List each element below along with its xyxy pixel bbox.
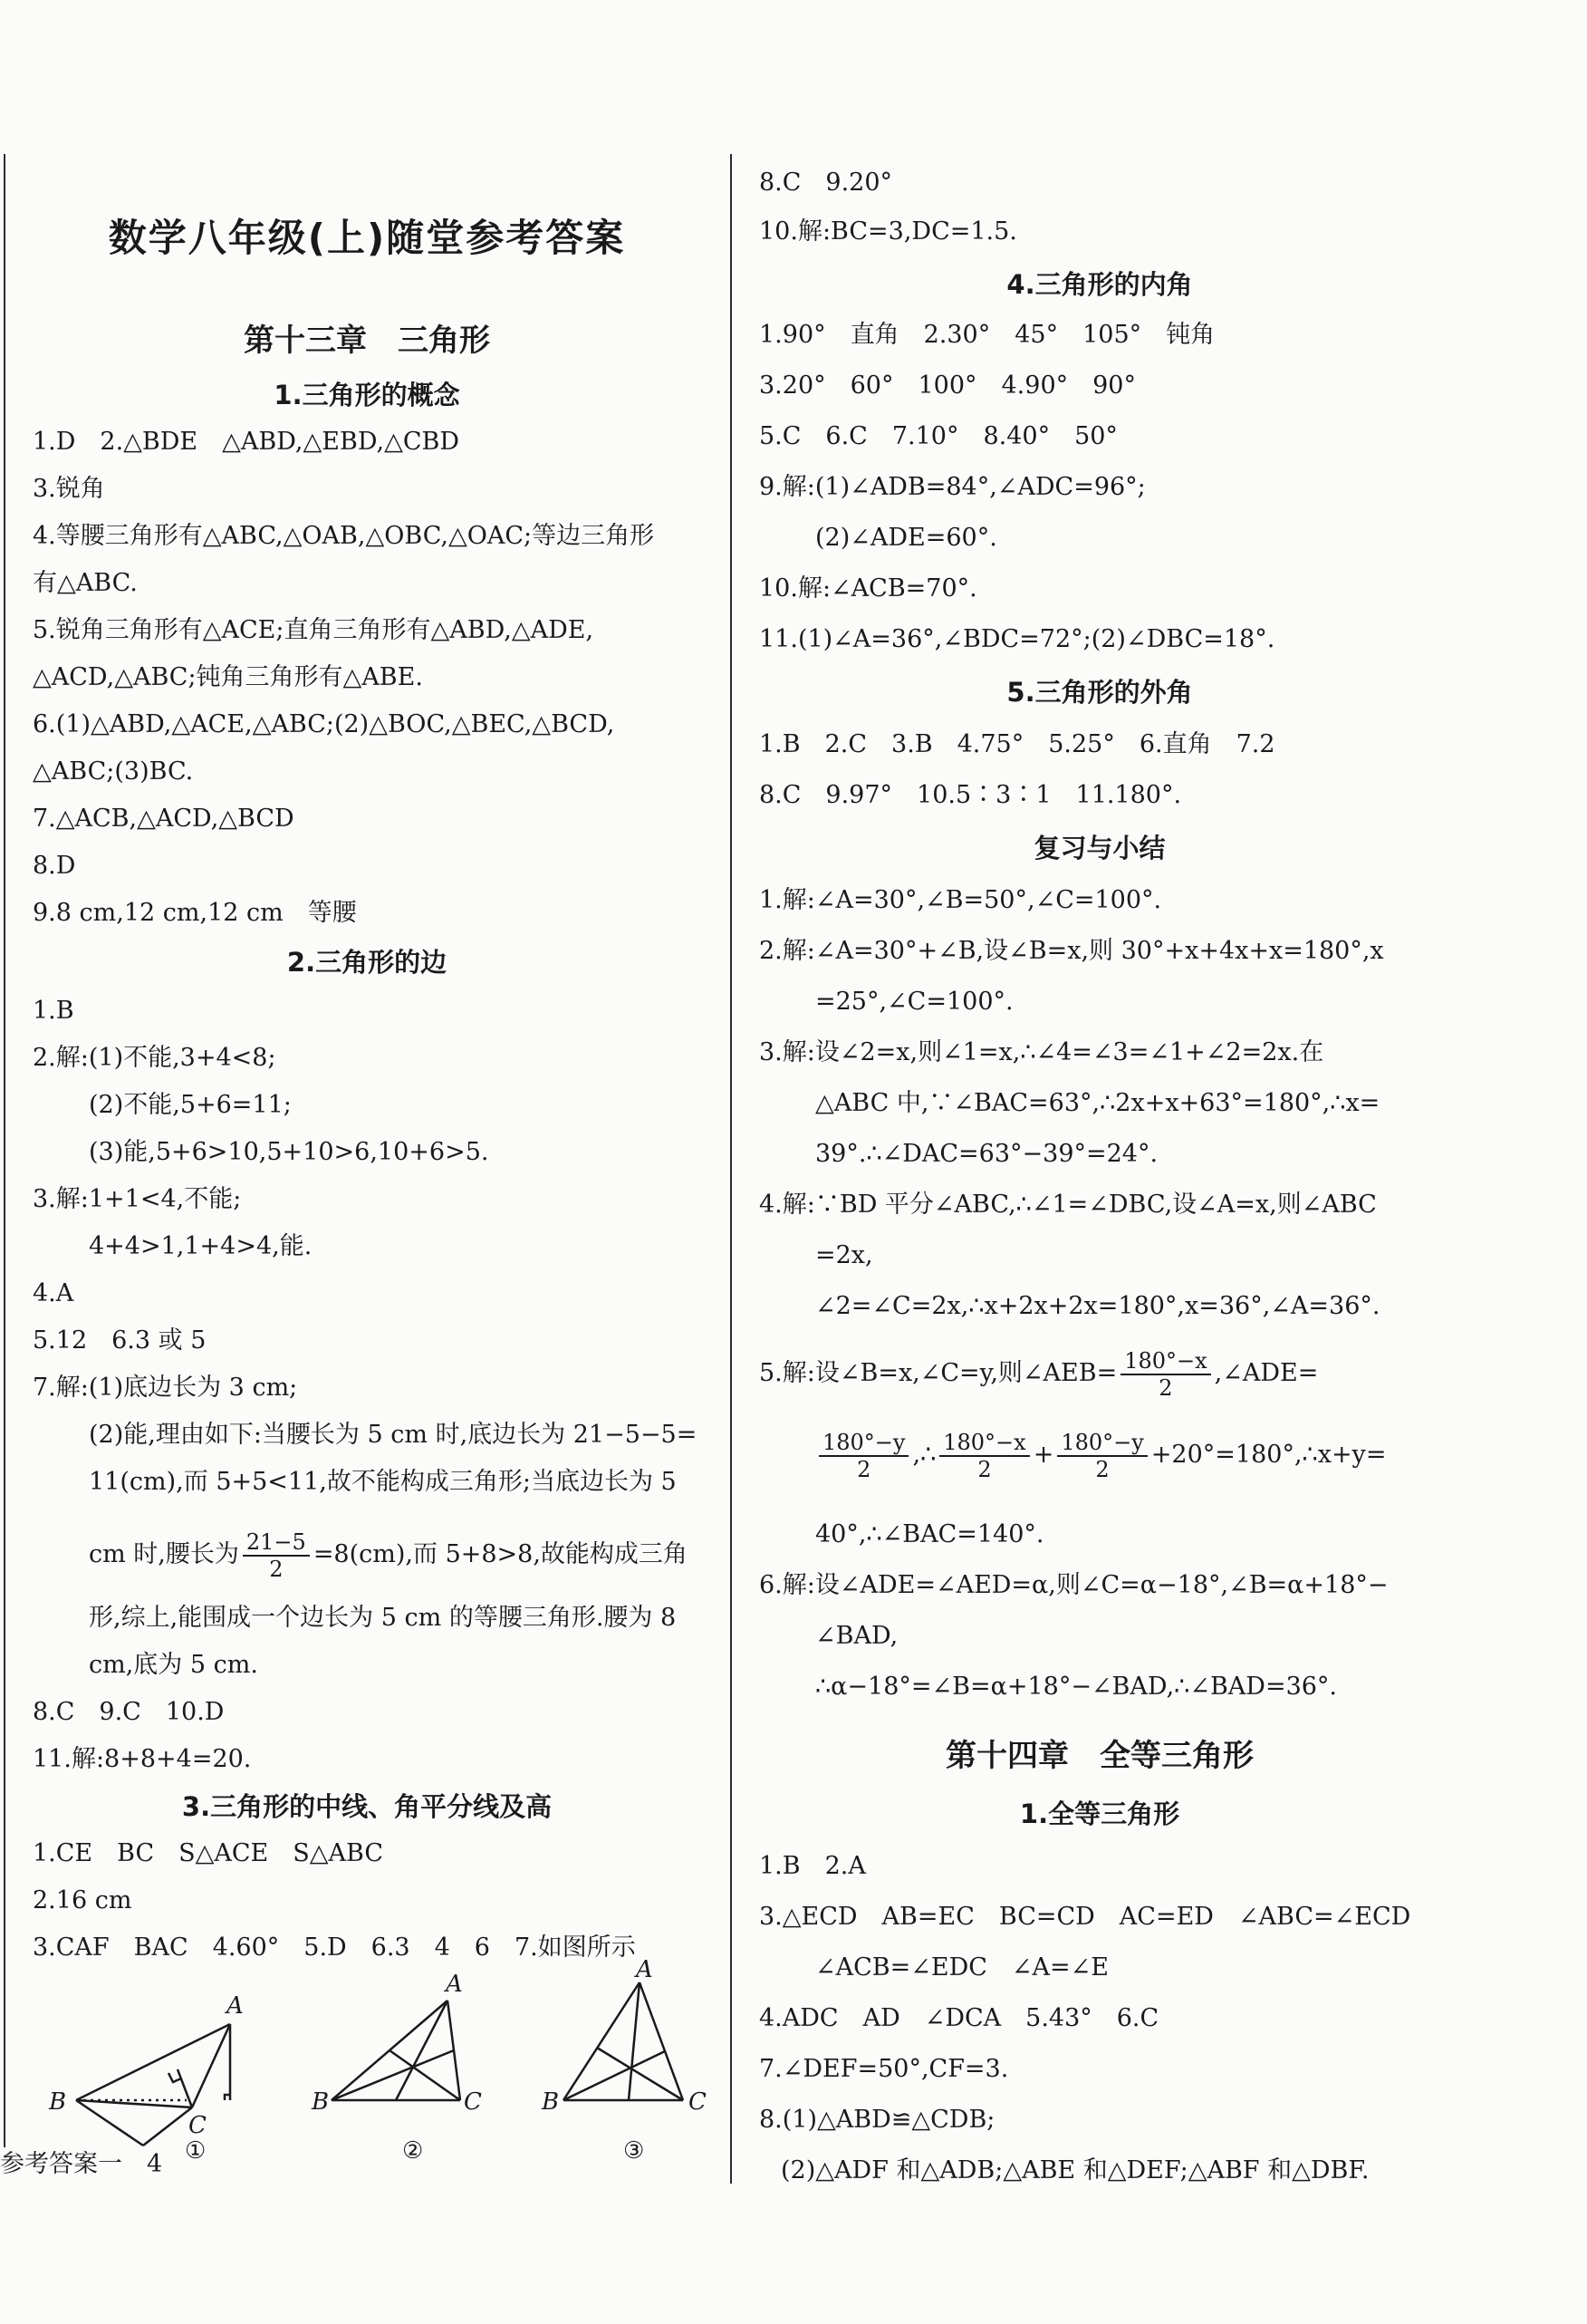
answer-line: cm,底为 5 cm. xyxy=(89,1651,258,1679)
answer-line: ∠ACB=∠EDC ∠A=∠E xyxy=(815,1953,1109,1982)
fraction: $\frac{180^\circ-y}{2}$ xyxy=(1057,1430,1147,1482)
answer-line: 11.解:8+8+4=20. xyxy=(33,1745,252,1773)
answer-line: 1.D 2.△BDE △ABD,△EBD,△CBD xyxy=(33,428,459,456)
answer-line-with-fraction: 5.解:设∠B=x,∠C=y,则∠AEB= $\frac{180^\circ-x}{2}$ ,∠ADE= xyxy=(759,1347,1319,1401)
answer-line: 8.C 9.97° 10.5∶3∶1 11.180°. xyxy=(759,781,1182,809)
section-4-heading: 4.三角形的内角 xyxy=(1006,269,1193,300)
answer-line: 5.锐角三角形有△ACE;直角三角形有△ABD,△ADE, xyxy=(33,616,594,644)
answer-line-with-fraction: $\frac{180^\circ-y}{2}$ ,∴ $\frac{180^\circ-x}{2}$ + $\frac{180^\circ-y}{2}$ +20°=180°,∴x+y= xyxy=(815,1426,1386,1484)
answer-line: △ABC 中,∵∠BAC=63°,∴2x+x+63°=180°,∴x= xyxy=(815,1089,1380,1117)
answer-line: 7.解:(1)底边长为 3 cm; xyxy=(33,1374,298,1402)
answer-line: 40°,∴∠BAC=140°. xyxy=(815,1520,1044,1548)
answer-line: 8.C 9.C 10.D xyxy=(33,1698,225,1726)
answer-line: 1.CE BC S△ACE S△ABC xyxy=(33,1839,384,1867)
answer-line: 10.解:BC=3,DC=1.5. xyxy=(759,217,1017,246)
fraction: $\frac{180^\circ-y}{2}$ xyxy=(819,1430,909,1482)
answer-line: 9.8 cm,12 cm,12 cm 等腰 xyxy=(33,899,357,927)
answer-line: 有△ABC. xyxy=(33,569,138,597)
answer-line: 39°.∴∠DAC=63°−39°=24°. xyxy=(815,1140,1159,1168)
section-1-heading: 1.三角形的概念 xyxy=(274,380,460,410)
fraction: $\frac{180^\circ-x}{2}$ xyxy=(939,1430,1029,1482)
chapter-14-heading: 第十四章 全等三角形 xyxy=(946,1738,1254,1774)
page-footer: 参考答案一 4 xyxy=(0,2150,163,2178)
answer-line: 2.解:∠A=30°+∠B,设∠B=x,则 30°+x+4x+x=180°,x xyxy=(759,937,1384,965)
figure-number: ③ xyxy=(623,2137,645,2165)
answer-line: 1.B 2.C 3.B 4.75° 5.25° 6.直角 7.2 xyxy=(759,730,1275,758)
answer-line: 3.△ECD AB=EC BC=CD AC=ED ∠ABC=∠ECD xyxy=(759,1903,1411,1931)
answer-line: 形,综上,能围成一个边长为 5 cm 的等腰三角形.腰为 8 xyxy=(89,1604,677,1632)
answer-line: 8.D xyxy=(33,852,76,880)
answer-line: 1.B xyxy=(33,997,74,1025)
figure-3-bisectors xyxy=(563,1982,683,2100)
figure-1-altitudes xyxy=(76,2024,230,2146)
answer-line: 1.解:∠A=30°,∠B=50°,∠C=100°. xyxy=(759,886,1162,914)
answer-line: 8.(1)△ABD≌△CDB; xyxy=(759,2106,995,2134)
answer-line: 4.解:∵BD 平分∠ABC,∴∠1=∠DBC,设∠A=x,则∠ABC xyxy=(759,1191,1377,1219)
answer-line: ∠BAD, xyxy=(815,1622,899,1650)
triangle-figures xyxy=(49,1956,707,2165)
answer-line: 1.B 2.A xyxy=(759,1852,866,1880)
answer-line: 4+4>1,1+4>4,能. xyxy=(89,1232,313,1260)
left-margin-rule xyxy=(4,154,5,2147)
answer-line: (2)△ADF 和△ADB;△ABE 和△DEF;△ABF 和△DBF. xyxy=(781,2156,1370,2184)
answer-line: 6.(1)△ABD,△ACE,△ABC;(2)△BOC,△BEC,△BCD, xyxy=(33,710,615,738)
answer-line: 3.解:1+1<4,不能; xyxy=(33,1185,242,1213)
page-title: 数学八年级(上)随堂参考答案 xyxy=(108,216,626,260)
chapter-14-section-1-heading: 1.全等三角形 xyxy=(1019,1798,1180,1829)
figure-label: B xyxy=(312,2088,330,2116)
answer-line: (2)不能,5+6=11; xyxy=(89,1091,292,1119)
figure-label: C xyxy=(188,2112,207,2139)
answer-line: 2.解:(1)不能,3+4<8; xyxy=(33,1044,276,1072)
answer-line: 4.A xyxy=(33,1279,74,1307)
review-heading: 复习与小结 xyxy=(1034,833,1166,863)
answer-line: 1.90° 直角 2.30° 45° 105° 钝角 xyxy=(759,321,1216,349)
answer-line: △ACD,△ABC;钝角三角形有△ABE. xyxy=(33,663,423,691)
answer-line: 10.解:∠ACB=70°. xyxy=(759,574,977,603)
answer-line: 7.∠DEF=50°,CF=3. xyxy=(759,2055,1009,2083)
fraction: $\frac{21-5}{2}$ xyxy=(243,1529,310,1582)
figure-label: A xyxy=(446,1971,463,1998)
answer-line: 2.16 cm xyxy=(33,1886,132,1914)
answer-line: 9.解:(1)∠ADB=84°,∠ADC=96°; xyxy=(759,473,1146,501)
figure-number: ② xyxy=(402,2137,424,2165)
answer-line: 4.等腰三角形有△ABC,△OAB,△OBC,△OAC;等边三角形 xyxy=(33,522,655,550)
answer-line: 8.C 9.20° xyxy=(759,169,893,197)
section-2-heading: 2.三角形的边 xyxy=(286,947,447,978)
answer-line: ∠2=∠C=2x,∴x+2x+2x=180°,x=36°,∠A=36°. xyxy=(815,1292,1380,1320)
figure-label: A xyxy=(226,1992,244,2020)
section-3-heading: 3.三角形的中线、角平分线及高 xyxy=(181,1791,553,1822)
figure-2-medians xyxy=(332,2001,460,2100)
figure-label: B xyxy=(49,2088,67,2116)
answer-line: 11.(1)∠A=36°,∠BDC=72°;(2)∠DBC=18°. xyxy=(759,625,1275,653)
answer-line: =2x, xyxy=(815,1241,873,1269)
answer-line: (3)能,5+6>10,5+10>6,10+6>5. xyxy=(89,1138,489,1166)
answer-line-with-fraction: cm 时,腰长为 $\frac{21-5}{2}$ =8(cm),而 5+8>8,故能构成三角 xyxy=(89,1528,688,1582)
section-5-heading: 5.三角形的外角 xyxy=(1006,677,1193,708)
answer-line: 7.△ACB,△ACD,△BCD xyxy=(33,805,294,833)
answer-line: (2)能,理由如下:当腰长为 5 cm 时,底边长为 21−5−5= xyxy=(89,1421,697,1449)
answer-line: △ABC;(3)BC. xyxy=(33,757,194,786)
answer-line: ∴α−18°=∠B=α+18°−∠BAD,∴∠BAD=36°. xyxy=(815,1673,1338,1701)
figure-label: C xyxy=(688,2088,707,2116)
answer-line: 5.C 6.C 7.10° 8.40° 50° xyxy=(759,422,1118,450)
answer-line: 5.12 6.3 或 5 xyxy=(33,1326,207,1355)
column-divider xyxy=(730,154,732,2184)
answer-line: 3.锐角 xyxy=(33,475,105,503)
answer-line: 3.CAF BAC 4.60° 5.D 6.3 4 6 7.如图所示 xyxy=(33,1933,636,1962)
figure-number: ① xyxy=(185,2137,207,2165)
figure-label: A xyxy=(636,1956,653,1983)
answer-line: =25°,∠C=100°. xyxy=(815,988,1014,1016)
answer-line: (2)∠ADE=60°. xyxy=(815,524,997,552)
answer-line: 6.解:设∠ADE=∠AED=α,则∠C=α−18°,∠B=α+18°− xyxy=(759,1571,1389,1599)
right-column xyxy=(759,0,1440,2184)
answer-line: 4.ADC AD ∠DCA 5.43° 6.C xyxy=(759,2004,1159,2032)
answer-line: 11(cm),而 5+5<11,故不能构成三角形;当底边长为 5 xyxy=(89,1468,677,1496)
chapter-13-heading: 第十三章 三角形 xyxy=(244,323,490,359)
fraction: $\frac{180^\circ-x}{2}$ xyxy=(1121,1348,1210,1401)
figure-label: B xyxy=(542,2088,560,2116)
left-column xyxy=(0,0,707,2178)
answer-line: 3.20° 60° 100° 4.90° 90° xyxy=(759,371,1136,400)
answer-line: 3.解:设∠2=x,则∠1=x,∴∠4=∠3=∠1+∠2=2x.在 xyxy=(759,1038,1324,1066)
figure-label: C xyxy=(464,2088,482,2116)
